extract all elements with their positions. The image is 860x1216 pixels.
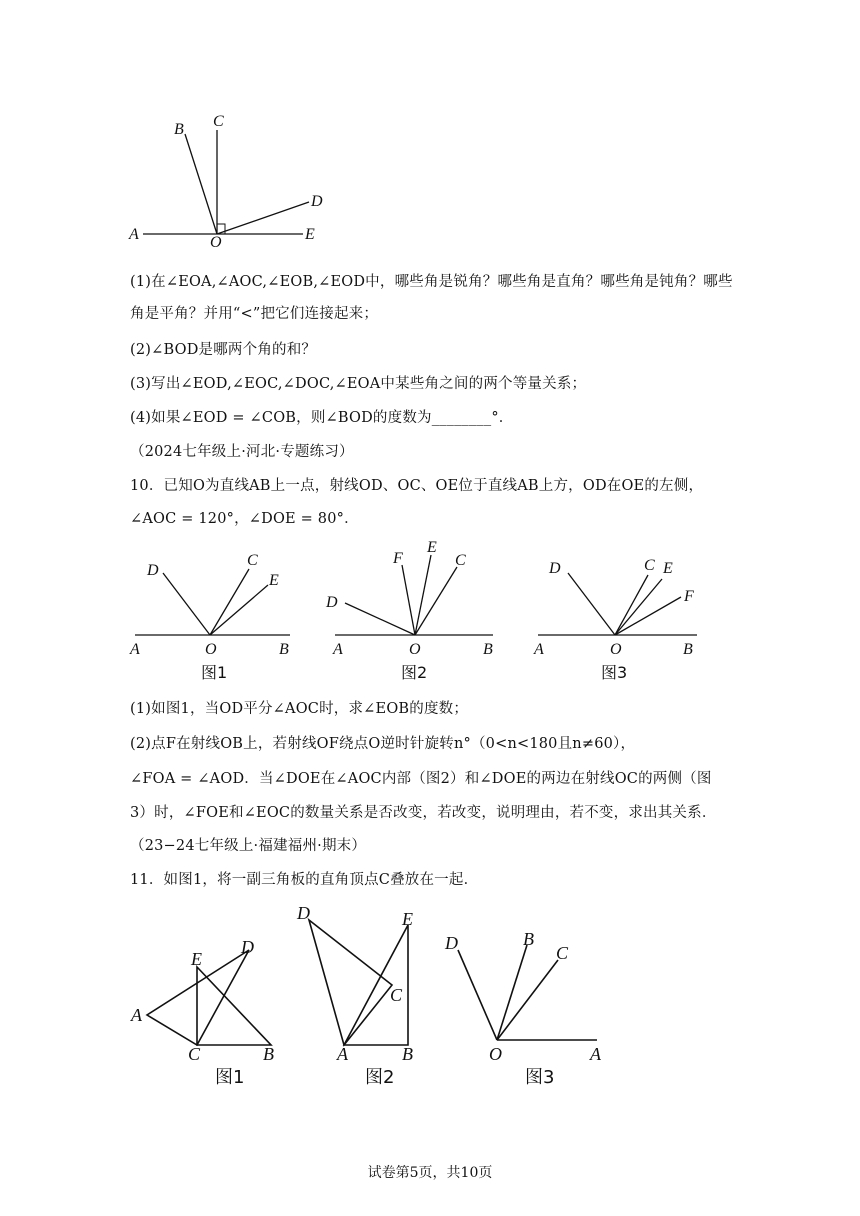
fig3-label-d: D: [549, 560, 561, 577]
q11-stem: 11．如图1，将一副三角板的直角顶点C叠放在一起．: [130, 872, 479, 888]
q10-stem-line1: 10．已知O为直线AB上一点，射线OD、OC、OE位于直线AB上方，OD在OE的左侧，: [130, 478, 704, 494]
fig3-label-f: F: [684, 588, 694, 605]
fig3-label-c: C: [644, 557, 655, 574]
fig3-label-a: A: [534, 641, 544, 658]
fig1-label-e: E: [269, 572, 279, 589]
q11-figures: [125, 895, 625, 1090]
fig1-label-o: O: [205, 641, 217, 658]
q11-fig1-label-c: C: [188, 1044, 201, 1064]
q9-part3: (3)写出∠EOD,∠EOC,∠DOC,∠EOA中某些角之间的两个等量关系；: [130, 376, 587, 392]
fig2-label-o: O: [409, 641, 421, 658]
q11-fig2-label-a: A: [337, 1044, 348, 1064]
q9-part2: (2)∠BOD是哪两个角的和？: [130, 342, 317, 358]
fig1-caption: 图1: [201, 663, 228, 682]
fig2-caption: 图2: [401, 663, 428, 682]
fig3-label-e: E: [663, 560, 673, 577]
q10-part2-line3: 3）时，∠FOE和∠EOC的数量关系是否改变，若改变，说明理由，若不变，求出其关系．: [130, 805, 717, 821]
label-o: O: [210, 234, 222, 250]
q9-part1-line2: 角是平角？并用“<”把它们连接起来；: [130, 306, 379, 322]
q11-fig2-label-b: B: [402, 1044, 413, 1064]
q11-fig1-label-d: D: [241, 937, 254, 957]
q11-fig2-label-c: C: [390, 985, 403, 1005]
q10-part1: (1)如图1，当OD平分∠AOC时，求∠EOB的度数；: [130, 701, 469, 717]
fig3-caption: 图3: [601, 663, 628, 682]
q9-part4: (4)如果∠EOD = ∠COB，则∠BOD的度数为________°．: [130, 410, 514, 426]
label-a: A: [129, 226, 139, 243]
label-b: B: [174, 121, 184, 138]
label-c: C: [213, 113, 224, 130]
q10-stem-line2: ∠AOC = 120°，∠DOE = 80°．: [130, 511, 359, 527]
q10-source: （2024七年级上·河北·专题练习）: [130, 444, 354, 460]
q11-fig2-caption: 图2: [365, 1067, 395, 1088]
fig2-label-c: C: [455, 552, 466, 569]
q11-fig3-label-o: O: [489, 1044, 502, 1064]
fig3-label-b: B: [683, 641, 693, 658]
q11-fig3-label-a: A: [590, 1044, 601, 1064]
q9-part1-line1: (1)在∠EOA,∠AOC,∠EOB,∠EOD中，哪些角是锐角？哪些角是直角？哪些角是钝角？哪些: [130, 274, 733, 290]
q11-fig3-label-c: C: [556, 943, 569, 963]
fig2-label-a: A: [333, 641, 343, 658]
label-e: E: [305, 226, 315, 243]
figure-angles-top: [125, 110, 335, 250]
q11-fig3-label-d: D: [445, 933, 458, 953]
q10-part2-line1: (2)点F在射线OB上，若射线OF绕点O逆时针旋转n°（0<n<180且n≠60），: [130, 736, 636, 752]
q11-fig1-caption: 图1: [215, 1067, 245, 1088]
q10-part2-line2: ∠FOA = ∠AOD．当∠DOE在∠AOC内部（图2）和∠DOE的两边在射线OC的两侧（图: [130, 771, 712, 787]
fig2-label-b: B: [483, 641, 493, 658]
q11-source: （23−24七年级上·福建福州·期末）: [130, 838, 367, 854]
fig2-label-e: E: [427, 539, 437, 556]
q11-fig3-label-b: B: [523, 929, 534, 949]
q10-figures: [125, 535, 725, 685]
fig1-label-a: A: [130, 641, 140, 658]
q11-fig3-caption: 图3: [525, 1067, 555, 1088]
fig1-label-c: C: [247, 552, 258, 569]
fig2-label-d: D: [326, 594, 338, 611]
fig2-label-f: F: [393, 550, 403, 567]
q11-fig1-label-e: E: [191, 949, 202, 969]
q11-fig2-label-e: E: [402, 909, 413, 929]
page-footer: 试卷第5页，共10页: [367, 1165, 493, 1181]
label-d: D: [311, 193, 323, 210]
fig3-label-o: O: [610, 641, 622, 658]
fig1-label-d: D: [147, 562, 159, 579]
q11-fig2-label-d: D: [297, 903, 310, 923]
fig1-label-b: B: [279, 641, 289, 658]
q11-fig1-label-b: B: [263, 1044, 274, 1064]
q11-fig1-label-a: A: [131, 1005, 142, 1025]
